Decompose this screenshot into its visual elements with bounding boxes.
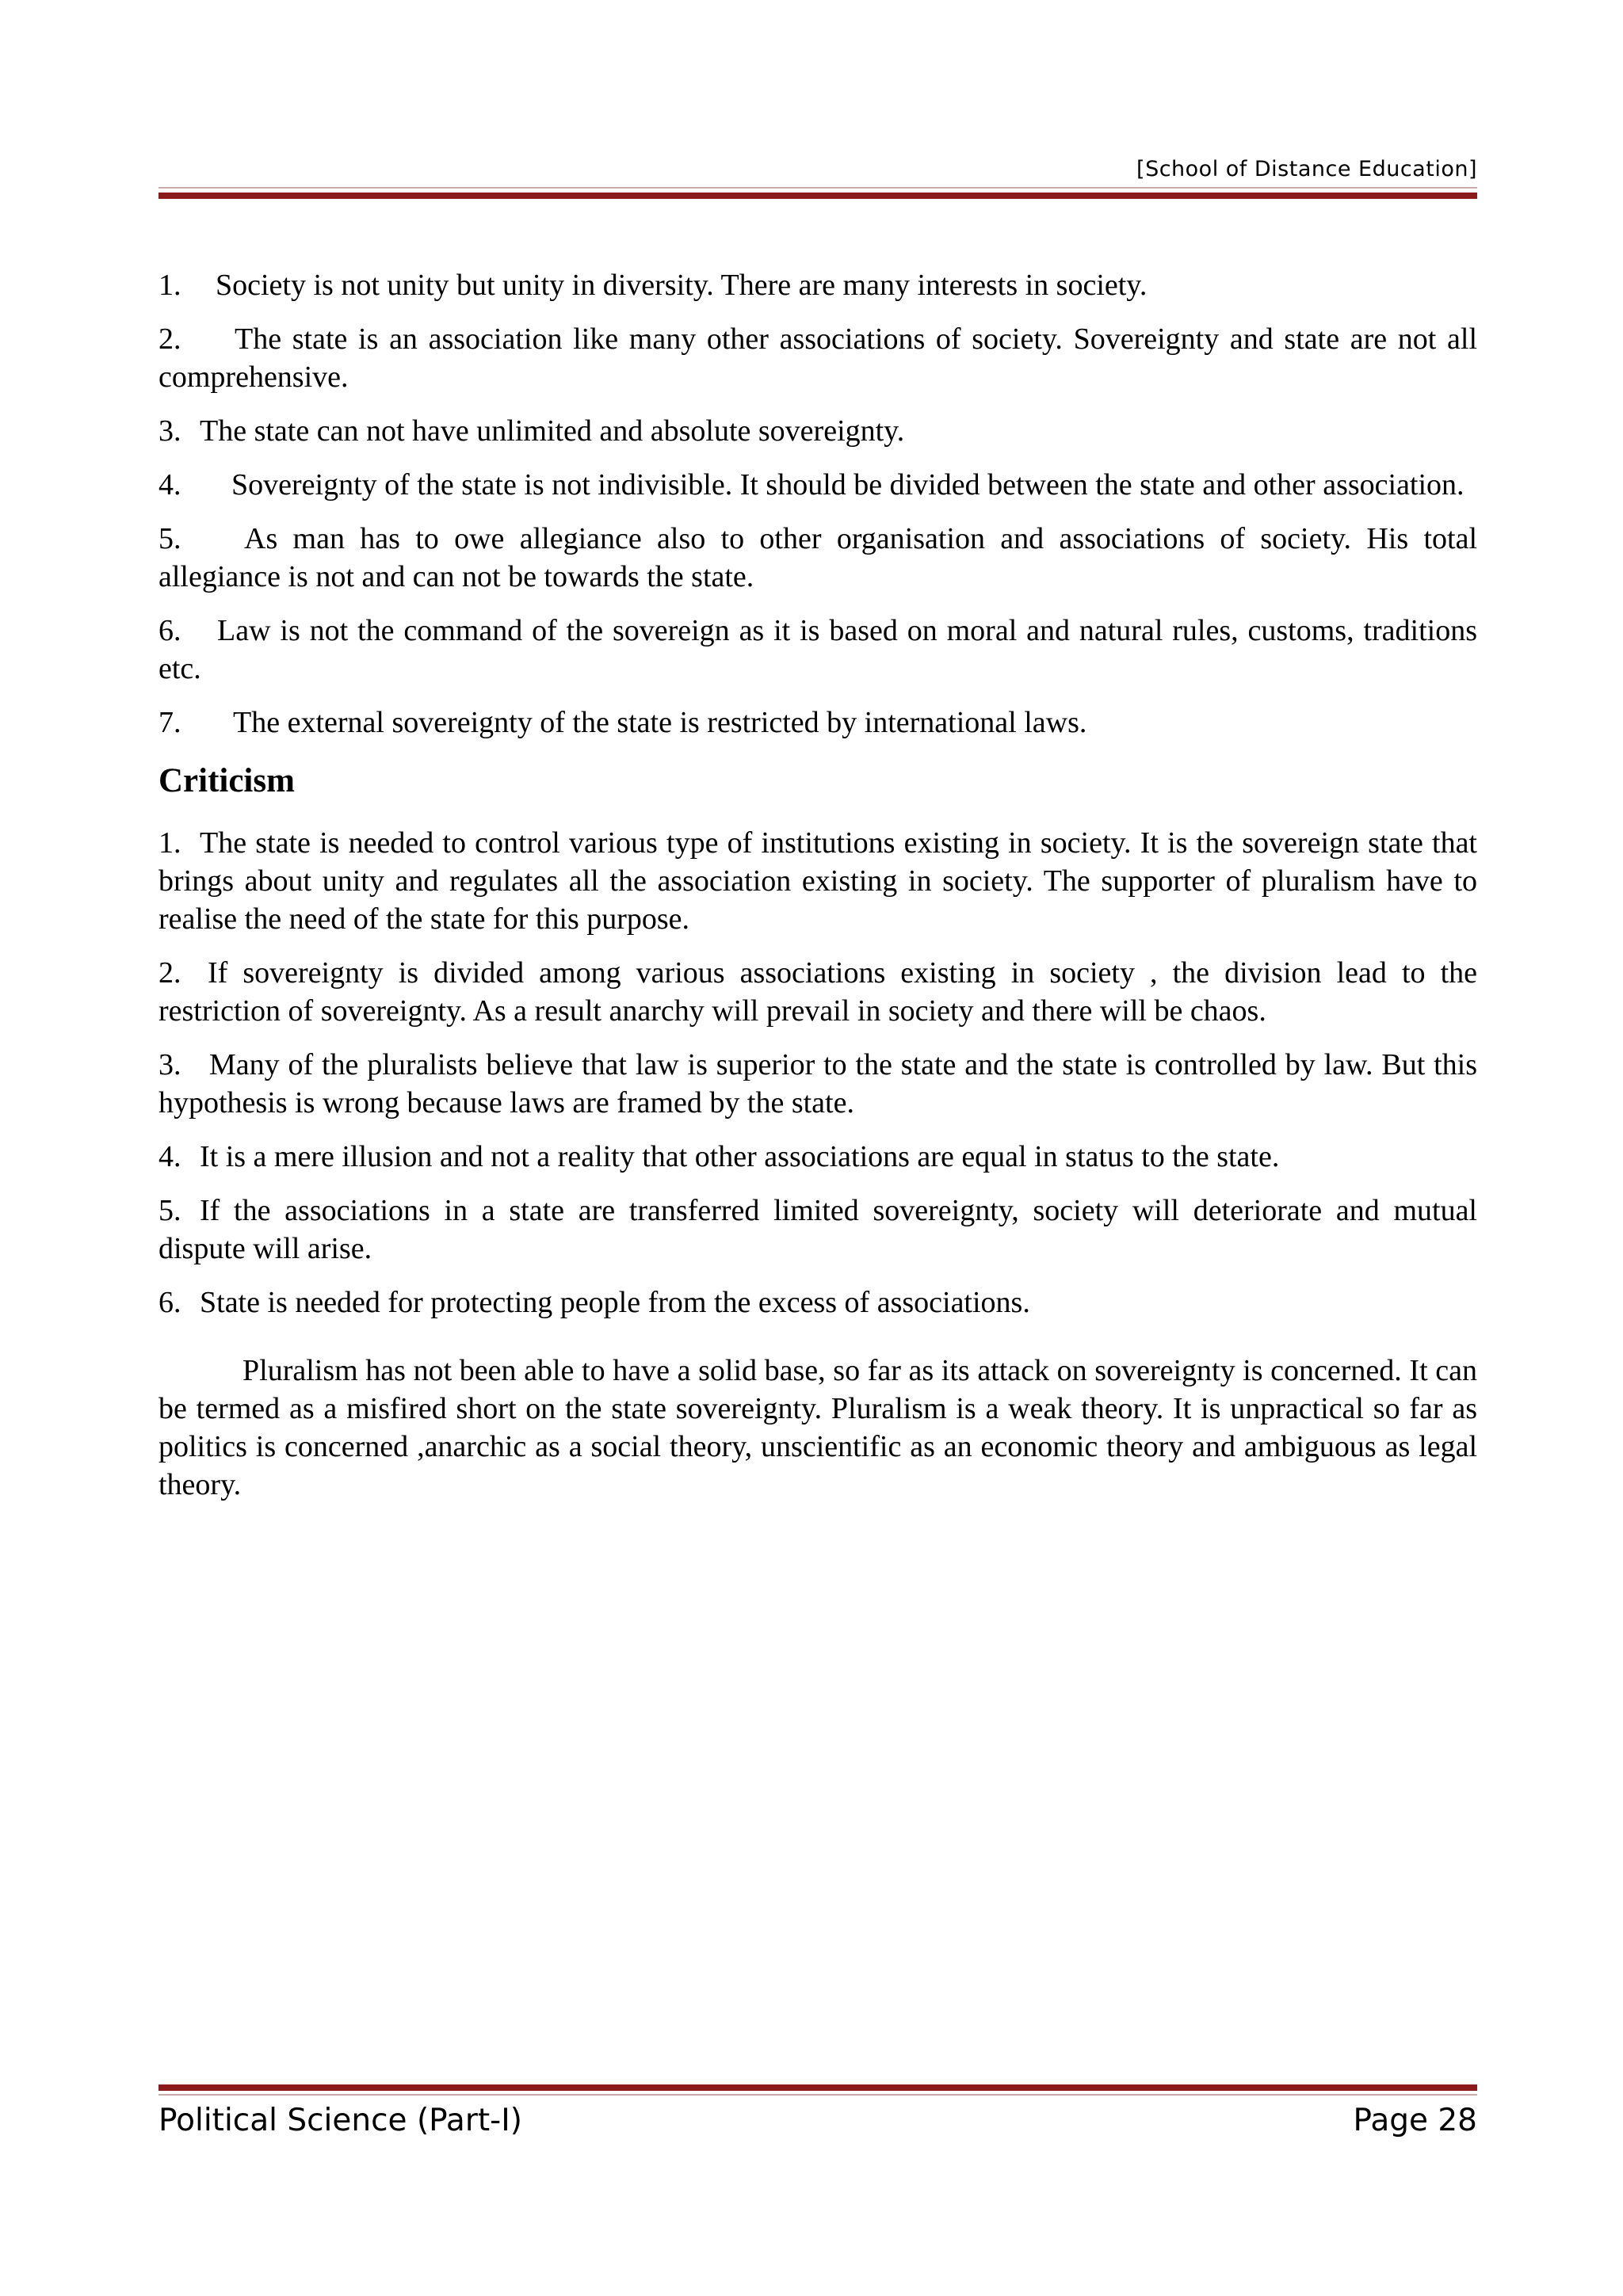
main-content xyxy=(158,266,1477,1504)
list-item xyxy=(158,520,1477,596)
criticism-item xyxy=(158,1046,1477,1122)
criticism-item xyxy=(158,954,1477,1030)
item-text: Sovereignty of the state is not indivisible. It should be divided between the state and other association. xyxy=(231,468,1465,502)
footer-page-number: Page 28 xyxy=(1353,2103,1477,2138)
item-number: 6. xyxy=(158,1286,181,1319)
item-number: 1. xyxy=(158,826,181,860)
item-number: 4. xyxy=(158,468,181,502)
item-number: 5. xyxy=(158,1194,181,1227)
item-text: If sovereignty is divided among various associations existing in society , the division lead to the restriction of sovereignty. As a result anarchy will prevail in society and there will be chaos. xyxy=(158,956,1477,1028)
item-number: 4. xyxy=(158,1140,181,1173)
item-number: 7. xyxy=(158,706,181,739)
list-item xyxy=(158,704,1477,742)
list-item xyxy=(158,266,1477,304)
item-number: 2. xyxy=(158,322,181,356)
item-text: If the associations in a state are transferred limited sovereignty, society will deteriorate and mutual dispute will arise. xyxy=(158,1194,1477,1265)
item-text: It is a mere illusion and not a reality that other associations are equal in status to the state. xyxy=(200,1140,1280,1173)
footer-course-title: Political Science (Part-I) xyxy=(158,2103,522,2138)
item-number: 5. xyxy=(158,522,181,555)
footer-rule-thick xyxy=(158,2084,1477,2091)
item-text: State is needed for protecting people from the excess of associations. xyxy=(200,1286,1030,1319)
list-item xyxy=(158,320,1477,396)
item-text: The external sovereignty of the state is restricted by international laws. xyxy=(233,706,1087,739)
criticism-item xyxy=(158,824,1477,938)
document-page xyxy=(158,0,1477,2296)
item-text: The state is an association like many other associations of society. Sovereignty and state are not all comprehensive. xyxy=(158,322,1477,394)
list-item xyxy=(158,612,1477,688)
header-institution: [School of Distance Education] xyxy=(1136,157,1477,181)
item-text: Society is not unity but unity in diversity. There are many interests in society. xyxy=(216,269,1148,302)
list-item xyxy=(158,412,1477,450)
item-number: 2. xyxy=(158,956,181,990)
item-text: The state is needed to control various type of institutions existing in society. It is the sovereign state that brings about unity and regulates all the association existing in society. The supporter of pluralism have to realise the need of the state for this purpose. xyxy=(158,826,1477,936)
footer-rule-thin xyxy=(158,2094,1477,2096)
conclusion-paragraph: Pluralism has not been able to have a solid base, so far as its attack on sovereignty is concerned. It can be termed as a misfired short on the state sovereignty. Pluralism is a weak theory. It is unpractical so far as politics is concerned ,anarchic as a social theory, unscientific as an economic theory and ambiguous as legal theory. xyxy=(158,1354,1477,1501)
item-text: Many of the pluralists believe that law is superior to the state and the state is controlled by law. But this hypothesis is wrong because laws are framed by the state. xyxy=(158,1048,1477,1119)
list-item xyxy=(158,466,1477,504)
item-number: 3. xyxy=(158,414,181,448)
header-rule-thick xyxy=(158,193,1477,199)
item-number: 3. xyxy=(158,1048,181,1081)
criticism-item xyxy=(158,1192,1477,1268)
item-number: 6. xyxy=(158,614,181,647)
item-number: 1. xyxy=(158,269,181,302)
criticism-item xyxy=(158,1283,1477,1322)
item-text: Law is not the command of the sovereign as it is based on moral and natural rules, customs, traditions etc. xyxy=(158,614,1477,685)
item-text: As man has to owe allegiance also to other organisation and associations of society. His total allegiance is not and can not be towards the state. xyxy=(158,522,1477,593)
header-rule-thin xyxy=(158,187,1477,189)
section-heading-criticism: Criticism xyxy=(158,762,295,799)
criticism-item xyxy=(158,1138,1477,1176)
item-text: The state can not have unlimited and absolute sovereignty. xyxy=(200,414,905,448)
